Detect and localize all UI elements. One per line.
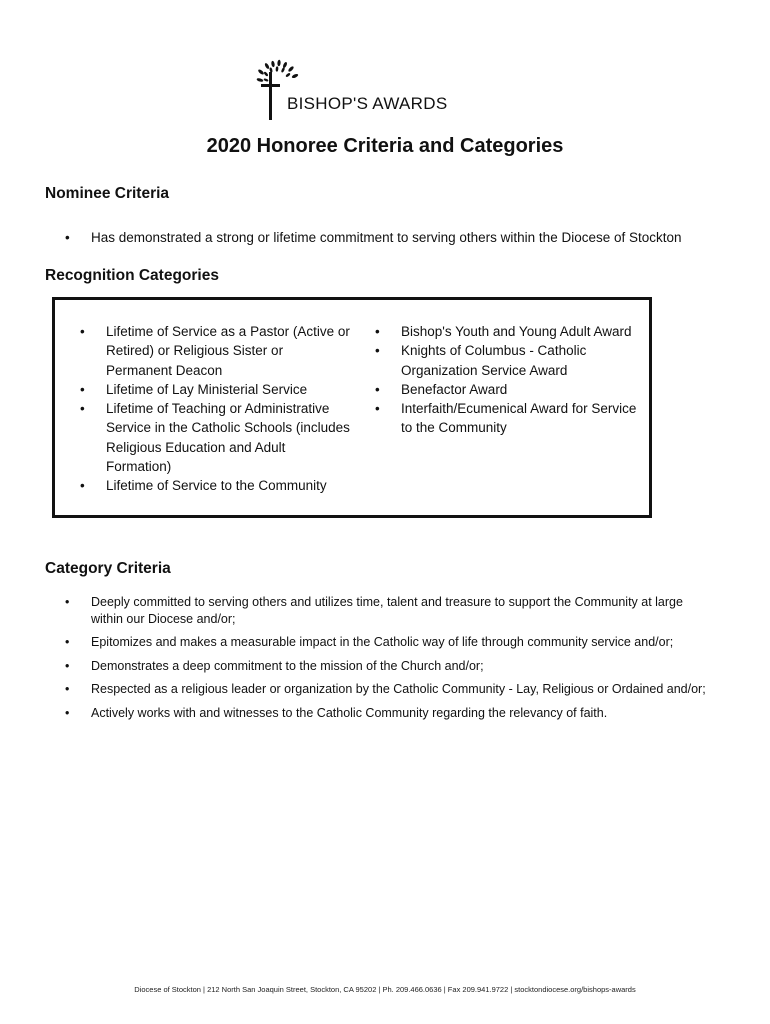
bullet-icon: •	[80, 478, 85, 494]
bullet-icon: •	[80, 401, 85, 417]
bullet-icon: •	[65, 705, 70, 720]
category-criteria-list	[65, 594, 715, 728]
list-item	[375, 380, 645, 399]
bullet-icon: •	[65, 635, 70, 649]
bullet-icon: •	[65, 682, 70, 696]
category-criteria-heading: Category Criteria	[45, 560, 171, 577]
list-item	[80, 322, 350, 380]
list-item-text: Lifetime of Service to the Community	[106, 478, 327, 494]
list-item-text: Respected as a religious leader or organization by the Catholic Community - Lay, Religious or Ordained and/or;	[91, 682, 706, 696]
bullet-icon: •	[80, 381, 85, 397]
list-item	[65, 705, 715, 722]
bullet-icon: •	[65, 658, 70, 673]
list-item-text: Lifetime of Lay Ministerial Service	[106, 381, 308, 397]
list-item	[65, 681, 715, 698]
nominee-criteria-heading: Nominee Criteria	[45, 185, 170, 202]
logo-text: BISHOP'S AWARDS	[287, 94, 448, 113]
list-item	[375, 399, 645, 438]
bullet-icon: •	[375, 343, 380, 359]
bullet-icon: •	[375, 324, 380, 339]
list-item	[375, 341, 645, 380]
list-item	[375, 322, 645, 341]
bullet-icon: •	[80, 324, 85, 339]
list-item	[65, 229, 745, 247]
categories-left-column	[80, 322, 350, 496]
list-item	[65, 594, 715, 627]
list-item-text: Interfaith/Ecumenical Award for Service to the Community	[401, 401, 637, 436]
page-footer: Diocese of Stockton | 212 North San Joaquin Street, Stockton, CA 95202 | Ph. 209.466.0636 | Fax 209.941.9722 | stocktondiocese.org/bishops-awards	[134, 985, 636, 994]
list-item	[80, 380, 350, 399]
categories-right-column	[375, 322, 645, 438]
list-item	[80, 399, 350, 476]
list-item-text: Has demonstrated a strong or lifetime commitment to serving others within the Diocese of Stockton	[91, 230, 682, 245]
nominee-criteria-list	[65, 229, 745, 247]
list-item	[65, 658, 715, 675]
bullet-icon: •	[375, 401, 380, 417]
list-item-text: Epitomizes and makes a measurable impact in the Catholic way of life through community service and/or;	[91, 635, 674, 649]
list-item-text: Benefactor Award	[401, 381, 508, 397]
list-item-text: Bishop's Youth and Young Adult Award	[401, 324, 632, 339]
bullet-icon: •	[375, 381, 380, 397]
bullet-icon: •	[65, 595, 70, 609]
list-item-text: Actively works with and witnesses to the Catholic Community regarding the relevancy of faith.	[91, 705, 608, 720]
list-item-text: Lifetime of Service as a Pastor (Active or Retired) or Religious Sister or Permanent Deacon	[106, 324, 350, 378]
bullet-icon: •	[65, 230, 70, 245]
list-item-text: Demonstrates a deep commitment to the mission of the Church and/or;	[91, 658, 484, 673]
list-item-text: Deeply committed to serving others and utilizes time, talent and treasure to support the Community at large within our Diocese and/or;	[91, 595, 683, 626]
list-item	[65, 634, 715, 651]
list-item-text: Knights of Columbus - Catholic Organization Service Award	[401, 343, 587, 378]
list-item	[80, 476, 350, 495]
list-item-text: Lifetime of Teaching or Administrative Service in the Catholic Schools (includes Religious Education and Adult Formation)	[106, 401, 350, 475]
recognition-categories-heading: Recognition Categories	[45, 267, 219, 284]
page-title: 2020 Honoree Criteria and Categories	[206, 135, 564, 157]
bishops-awards-logo	[255, 58, 455, 122]
